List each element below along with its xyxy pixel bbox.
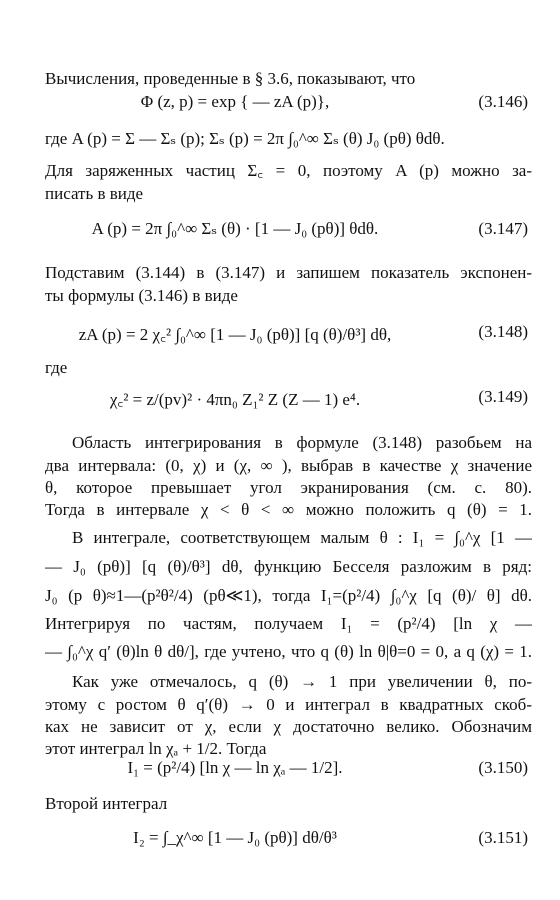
text-line: Область интегрирования в формуле (3.148) разобьем на [72,433,532,452]
text-line: Подставим (3.144) в (3.147) и запишем показатель экспонен- [45,263,532,282]
text-line: Как уже отмечалось, q (θ) → 1 при увеличении θ, по- [72,672,532,691]
equation-number: (3.149) [478,387,528,406]
text-line: ты формулы (3.146) в виде [45,286,238,305]
text-line: — J₀ (pθ)] [q (θ)/θ³] dθ, функцию Бесселя разложим в ряд: [45,557,532,576]
text-line: θ, которое превышает угол экранирования (см. с. 80). [45,478,532,497]
equation-number: (3.148) [478,322,528,341]
equation-3-146: Φ (z, p) = exp { — zA (p)}, [140,92,330,111]
equation-number: (3.150) [478,758,528,777]
text-line: этот интеграл ln χₐ + 1/2. Тогда [45,739,267,758]
text-line: этому с ростом θ q′(θ) → 0 и интеграл в квадратных скоб- [45,695,532,714]
equation-number: (3.146) [478,92,528,111]
text-line: где [45,358,68,377]
text-line: — ∫₀^χ q′ (θ)ln θ dθ/], где учтено, что q (θ) ln θ|θ=0 = 0, а q (χ) = 1. [45,642,532,661]
text-line: два интервала: (0, χ) и (χ, ∞ ), выбрав в качестве χ значение [45,456,532,475]
text-line: В интеграле, соответствующем малым θ : I₁ = ∫₀^χ [1 — [72,528,532,547]
equation-number: (3.151) [478,828,528,847]
equation-number: (3.147) [478,219,528,238]
equation-3-150: I₁ = (p²/4) [ln χ — ln χₐ — 1/2]. [127,758,343,777]
equation-3-149: χ꜀² = z/(pv)² · 4πn₀ Z₁² Z (Z — 1) e⁴. [109,390,361,409]
text-line: Для заряженных частиц Σ꜀ = 0, поэтому A (p) можно за- [45,161,532,180]
text-line: Тогда в интервале χ < θ < ∞ можно положить q (θ) = 1. [45,500,532,519]
equation-3-151: I₂ = ∫_χ^∞ [1 — J₀ (pθ)] dθ/θ³ [133,828,337,847]
text-line: Интегрируя по частям, получаем I₁ = (p²/4) [ln χ — [45,614,532,633]
equation-3-148: zA (p) = 2 χ꜀² ∫₀^∞ [1 — J₀ (pθ)] [q (θ)/θ³] dθ, [78,325,392,344]
text-line: Второй интеграл [45,794,168,813]
text-line: где A (p) = Σ — Σₛ (p); Σₛ (p) = 2π ∫₀^∞ Σₛ (θ) J₀ (pθ) θdθ. [45,129,445,148]
text-line: ках не зависит от χ, если χ достаточно велико. Обозначим [45,717,532,736]
text-line: Вычисления, проведенные в § 3.6, показывают, что [45,69,416,88]
equation-3-147: A (p) = 2π ∫₀^∞ Σₛ (θ) · [1 — J₀ (pθ)] θdθ. [91,219,379,238]
text-line: писать в виде [45,184,144,203]
text-line: J₀ (p θ)≈1—(p²θ²/4) (pθ≪1), тогда I₁=(p²/4) ∫₀^χ [q (θ)/ θ] dθ. [45,586,532,605]
